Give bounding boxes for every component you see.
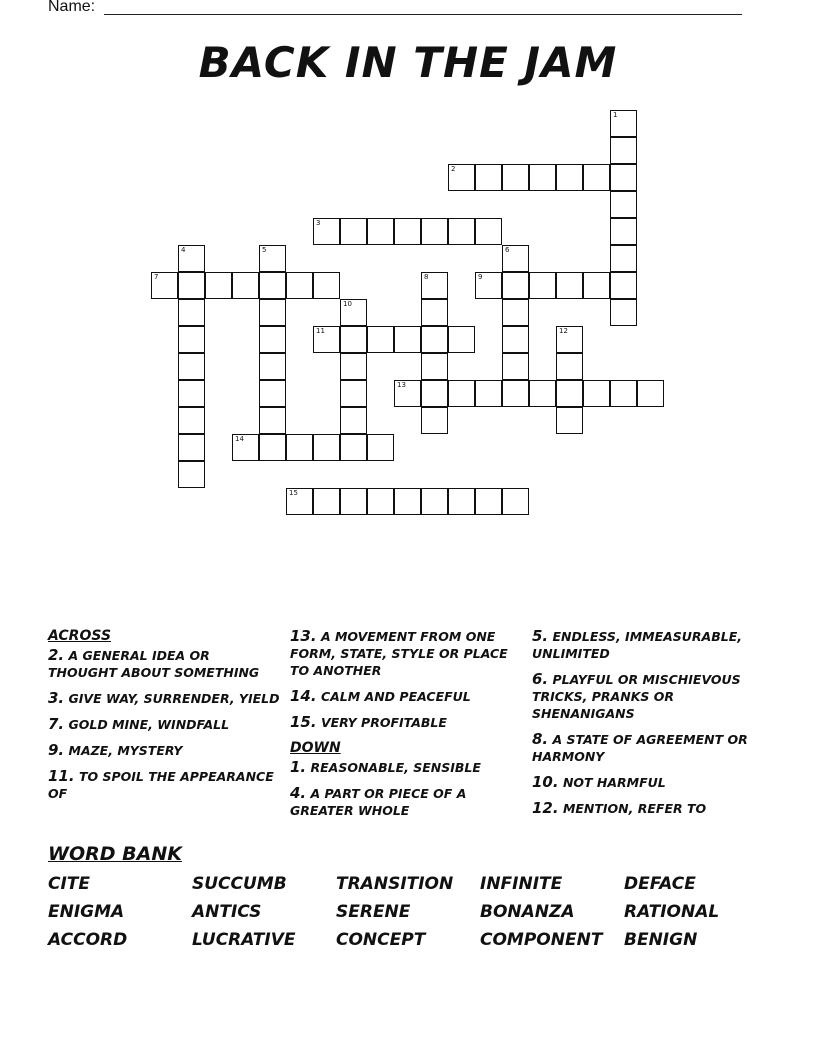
grid-cell[interactable]: [475, 164, 502, 191]
clue-across-14: 14. CALM AND PEACEFUL: [290, 687, 471, 705]
clue-number: 9: [478, 273, 483, 281]
grid-cell[interactable]: [556, 272, 583, 299]
grid-cell[interactable]: [556, 353, 583, 380]
grid-cell[interactable]: [610, 272, 637, 299]
clues-column-2: [290, 628, 525, 828]
grid-cell[interactable]: [475, 272, 502, 299]
grid-cell[interactable]: [286, 272, 313, 299]
grid-cell[interactable]: [610, 110, 637, 137]
grid-cell[interactable]: [610, 245, 637, 272]
word-bank-item: ACCORD: [48, 930, 128, 950]
word-bank-item: DEFACE: [624, 874, 696, 894]
grid-cell[interactable]: [178, 461, 205, 488]
grid-cell[interactable]: [367, 218, 394, 245]
grid-cell[interactable]: [475, 380, 502, 407]
grid-cell[interactable]: [502, 488, 529, 515]
down-heading: DOWN: [290, 740, 341, 756]
grid-cell[interactable]: [502, 164, 529, 191]
grid-cell[interactable]: [340, 353, 367, 380]
grid-cell[interactable]: [178, 434, 205, 461]
grid-cell[interactable]: [313, 434, 340, 461]
grid-cell[interactable]: [583, 380, 610, 407]
grid-cell[interactable]: [421, 380, 448, 407]
clue-number: 6: [505, 246, 510, 254]
grid-cell[interactable]: [502, 380, 529, 407]
grid-cell[interactable]: [178, 245, 205, 272]
grid-cell[interactable]: [286, 488, 313, 515]
clue-number: 3: [316, 219, 321, 227]
clue-down-12: 12. MENTION, REFER TO: [532, 799, 707, 817]
grid-cell[interactable]: [610, 380, 637, 407]
grid-cell[interactable]: [475, 488, 502, 515]
grid-cell[interactable]: [178, 326, 205, 353]
grid-cell[interactable]: [556, 326, 583, 353]
grid-cell[interactable]: [313, 272, 340, 299]
grid-cell[interactable]: [340, 407, 367, 434]
clue-number: 7: [154, 273, 159, 281]
word-bank-item: TRANSITION: [336, 874, 454, 894]
grid-cell[interactable]: [583, 272, 610, 299]
puzzle-title: BACK IN THE JAM: [198, 38, 618, 87]
grid-cell[interactable]: [610, 137, 637, 164]
grid-cell[interactable]: [394, 380, 421, 407]
grid-cell[interactable]: [610, 299, 637, 326]
clue-across-2: 2. A GENERAL IDEA OR THOUGHT ABOUT SOMETHING: [48, 646, 260, 680]
word-bank-item: BONANZA: [480, 902, 575, 922]
grid-cell[interactable]: [529, 380, 556, 407]
clue-down-1: 1. REASONABLE, SENSIBLE: [290, 758, 481, 776]
word-bank-item: ENIGMA: [48, 902, 125, 922]
grid-cell[interactable]: [448, 164, 475, 191]
clue-number: 15: [289, 489, 298, 497]
grid-cell[interactable]: [583, 164, 610, 191]
clue-across-3: 3. GIVE WAY, SURRENDER, YIELD: [48, 689, 280, 707]
word-bank-item: COMPONENT: [480, 930, 603, 950]
grid-cell[interactable]: [556, 164, 583, 191]
grid-cell[interactable]: [340, 380, 367, 407]
clue-number: 5: [262, 246, 267, 254]
grid-cell[interactable]: [502, 299, 529, 326]
grid-cell[interactable]: [259, 272, 286, 299]
grid-cell[interactable]: [313, 488, 340, 515]
grid-cell[interactable]: [259, 353, 286, 380]
grid-cell[interactable]: [610, 191, 637, 218]
clue-number: 14: [235, 435, 244, 443]
grid-cell[interactable]: [421, 326, 448, 353]
grid-cell[interactable]: [394, 488, 421, 515]
clue-down-10: 10. NOT HARMFUL: [532, 773, 666, 791]
word-bank-item: CITE: [48, 874, 91, 894]
grid-cell[interactable]: [340, 218, 367, 245]
word-bank-item: CONCEPT: [336, 930, 426, 950]
grid-cell[interactable]: [475, 218, 502, 245]
clue-across-7: 7. GOLD MINE, WINDFALL: [48, 715, 230, 733]
word-bank: [48, 874, 768, 950]
grid-cell[interactable]: [232, 434, 259, 461]
grid-cell[interactable]: [259, 299, 286, 326]
grid-cell[interactable]: [340, 434, 367, 461]
grid-cell[interactable]: [610, 164, 637, 191]
grid-cell[interactable]: [367, 434, 394, 461]
grid-cell[interactable]: [421, 407, 448, 434]
grid-cell[interactable]: [178, 272, 205, 299]
clue-down-4: 4. A PART OR PIECE OF A GREATER WHOLE: [290, 784, 467, 818]
clue-across-13: 13. A MOVEMENT FROM ONE FORM, STATE, STYLE OR PLACE TO ANOTHER: [290, 627, 508, 678]
grid-cell[interactable]: [529, 272, 556, 299]
grid-cell[interactable]: [259, 434, 286, 461]
grid-cell[interactable]: [259, 407, 286, 434]
grid-cell[interactable]: [529, 164, 556, 191]
grid-cell[interactable]: [502, 272, 529, 299]
grid-cell[interactable]: [421, 488, 448, 515]
clue-number: 4: [181, 246, 186, 254]
word-bank-item: RATIONAL: [624, 902, 720, 922]
grid-cell[interactable]: [178, 407, 205, 434]
clues-column-3: [532, 628, 767, 826]
grid-cell[interactable]: [448, 326, 475, 353]
grid-cell[interactable]: [286, 434, 313, 461]
clue-number: 13: [397, 381, 406, 389]
clue-number: 10: [343, 300, 352, 308]
grid-cell[interactable]: [502, 326, 529, 353]
grid-cell[interactable]: [259, 380, 286, 407]
grid-cell[interactable]: [178, 299, 205, 326]
word-bank-title: WORD BANK: [48, 843, 182, 865]
clue-down-6: 6. PLAYFUL OR MISCHIEVOUS TRICKS, PRANKS OR SHENANIGANS: [532, 670, 741, 721]
across-heading: ACROSS: [48, 628, 112, 644]
grid-cell[interactable]: [340, 299, 367, 326]
grid-cell[interactable]: [448, 380, 475, 407]
word-bank-item: BENIGN: [624, 930, 698, 950]
grid-cell[interactable]: [394, 218, 421, 245]
grid-cell[interactable]: [421, 299, 448, 326]
clue-number: 1: [613, 111, 618, 119]
clues-column-1: [48, 628, 283, 811]
grid-cell[interactable]: [421, 353, 448, 380]
grid-cell[interactable]: [259, 326, 286, 353]
grid-cell[interactable]: [313, 218, 340, 245]
grid-cell[interactable]: [394, 326, 421, 353]
grid-cell[interactable]: [232, 272, 259, 299]
name-label: Name:: [48, 0, 96, 15]
grid-cell[interactable]: [502, 245, 529, 272]
grid-cell[interactable]: [502, 353, 529, 380]
grid-cell[interactable]: [151, 272, 178, 299]
word-bank-item: SUCCUMB: [192, 874, 287, 894]
word-bank-item: INFINITE: [480, 874, 563, 894]
grid-cell[interactable]: [367, 326, 394, 353]
grid-cell[interactable]: [178, 380, 205, 407]
grid-cell[interactable]: [340, 488, 367, 515]
grid-cell[interactable]: [367, 488, 394, 515]
name-line[interactable]: [104, 14, 742, 15]
clue-across-9: 9. MAZE, MYSTERY: [48, 741, 183, 759]
grid-cell[interactable]: [556, 380, 583, 407]
clue-across-15: 15. VERY PROFITABLE: [290, 713, 447, 731]
word-bank-item: LUCRATIVE: [192, 930, 296, 950]
grid-cell[interactable]: [259, 245, 286, 272]
clue-across-11: 11. TO SPOIL THE APPEARANCE OF: [48, 767, 274, 801]
clue-number: 8: [424, 273, 429, 281]
grid-cell[interactable]: [313, 326, 340, 353]
grid-cell[interactable]: [340, 326, 367, 353]
clue-down-5: 5. ENDLESS, IMMEASURABLE, UNLIMITED: [532, 627, 743, 661]
grid-cell[interactable]: [178, 353, 205, 380]
grid-cell[interactable]: [556, 407, 583, 434]
grid-cell[interactable]: [637, 380, 664, 407]
clue-down-8: 8. A STATE OF AGREEMENT OR HARMONY: [532, 730, 748, 764]
clue-number: 2: [451, 165, 456, 173]
word-bank-item: SERENE: [336, 902, 411, 922]
word-bank-item: ANTICS: [192, 902, 262, 922]
clue-number: 11: [316, 327, 325, 335]
clue-number: 12: [559, 327, 568, 335]
grid-cell[interactable]: [448, 488, 475, 515]
grid-cell[interactable]: [610, 218, 637, 245]
grid-cell[interactable]: [421, 272, 448, 299]
grid-cell[interactable]: [448, 218, 475, 245]
grid-cell[interactable]: [205, 272, 232, 299]
grid-cell[interactable]: [421, 218, 448, 245]
